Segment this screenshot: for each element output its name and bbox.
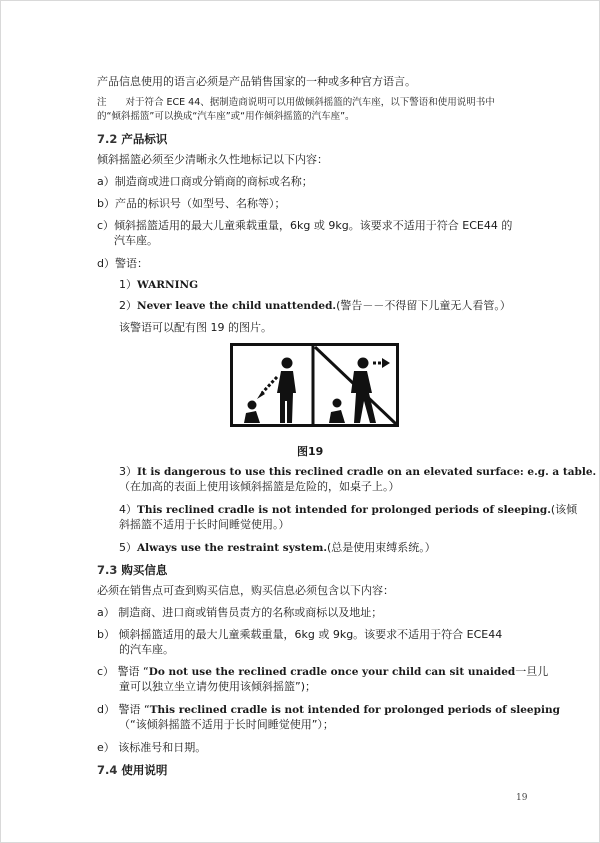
section-7-3-heading [97,563,167,577]
warning-text-en: Never leave the child unattended. [137,300,337,312]
warning-text-en: It is dangerous to use this reclined cradle on an elevated surface: e.g. a table. [137,466,597,478]
item-text-en: This reclined cradle is not intended for prolonged periods of sleeping [149,704,560,716]
item-text-zh: 一旦儿 [515,665,549,678]
figure-19 [230,343,399,427]
warning-text-en: Always use the restraint system. [137,542,328,554]
section-title: 使用说明 [121,763,168,777]
warning-3-zh: （在加高的表面上使用该倾斜摇篮是危险的，如桌子上。） [119,480,400,493]
list-item-d [97,257,148,271]
item-text: 倾斜摇篮适用的最大儿童乘载重量，6kg 或 9kg。该要求不适用于符合 ECE44 [118,628,503,641]
section-title: 产品标识 [121,132,168,146]
item-label: d） [97,703,115,716]
warning-text-zh: (该倾 [550,503,578,516]
section-7-2-heading [97,132,167,146]
item-text: 制造商、进口商或销售员责方的名称或商标以及地址； [118,606,383,619]
item-label: e） [97,741,115,754]
section-7-3-lead: 必须在销售点可查到购买信息，购买信息必须包含以下内容： [97,584,394,597]
warning-5 [119,541,436,555]
item-label: c） [97,219,115,232]
section-7-4-heading [97,763,167,777]
purchase-item-b-cont: 的汽车座。 [119,643,174,656]
warning-4 [119,503,577,517]
warning-2 [119,299,511,313]
item-text-en: Do not use the reclined cradle once your child can sit unaided [148,666,516,678]
item-text: 产品的标识号（如型号、名称等）； [114,197,286,210]
section-title: 购买信息 [121,563,168,577]
purchase-item-b [97,628,502,642]
item-text: 倾斜摇篮适用的最大儿童乘载重量，6kg 或 9kg。该要求不适用于符合 ECE44 的 [114,219,513,232]
item-label: b） [97,628,115,641]
page-number: 19 [516,793,528,803]
note-line-2: 的“倾斜摇篮”可以换成“汽车座”或“用作倾斜摇篮的汽车座”。 [97,111,355,122]
purchase-item-d-cont: （“该倾斜摇篮不适用于长时间睡觉使用”）； [119,718,334,731]
item-label: a） [97,606,115,619]
warning-3 [119,465,596,479]
purchase-item-d [97,703,560,717]
warning-number: 2） [119,299,137,312]
item-text: 制造商或进口商或分销商的商标或名称； [114,175,313,188]
warning-1 [119,278,198,292]
note-line-1: 注 对于符合 ECE 44、据制造商说明可以用做倾斜摇篮的汽车座，以下警语和使用说明书中 [97,97,495,108]
purchase-item-c-cont: 童可以独立坐立请勿使用该倾斜摇篮”)； [119,680,316,693]
warning-number: 5） [119,541,137,554]
purchase-item-c [97,665,548,679]
item-text-zh: 警语 “ [117,665,149,678]
item-text: 警语： [114,257,148,270]
section-number: 7.3 [97,563,118,577]
section-number: 7.2 [97,132,118,146]
list-item-a [97,175,313,189]
adult-watching-child-icon [244,358,296,424]
warning-4-zh: 斜摇篮不适用于长时间睡觉使用。） [119,518,290,531]
figure-caption: 图19 [297,445,324,458]
warning-2-note: 该警语可以配有图 19 的图片。 [119,321,272,334]
intro-text: 产品信息使用的语言必须是产品销售国家的一种或多种官方语言。 [97,75,416,88]
warning-text-zh: (警告－－不得留下儿童无人看管。） [336,299,511,312]
item-text-zh: 警语 “ [118,703,150,716]
item-label: d） [97,257,115,270]
list-item-b [97,197,285,211]
list-item-c-cont: 汽车座。 [114,234,158,247]
purchase-item-e [97,741,206,755]
section-number: 7.4 [97,763,118,777]
list-item-c [97,219,512,233]
item-label: a） [97,175,115,188]
warning-number: 1） [119,278,137,291]
warning-number: 4） [119,503,137,516]
item-text: 该标准号和日期。 [118,741,207,754]
warning-text-en: WARNING [137,279,199,291]
warning-text-en: This reclined cradle is not intended for prolonged periods of sleeping. [137,504,551,516]
item-label: c） [97,665,115,678]
item-label: b） [97,197,115,210]
purchase-item-a [97,606,382,620]
warning-text-zh: (总是使用束缚系统。） [327,541,436,554]
section-7-2-lead: 倾斜摇篮必须至少清晰永久性地标记以下内容： [97,153,328,166]
warning-number: 3） [119,465,137,478]
